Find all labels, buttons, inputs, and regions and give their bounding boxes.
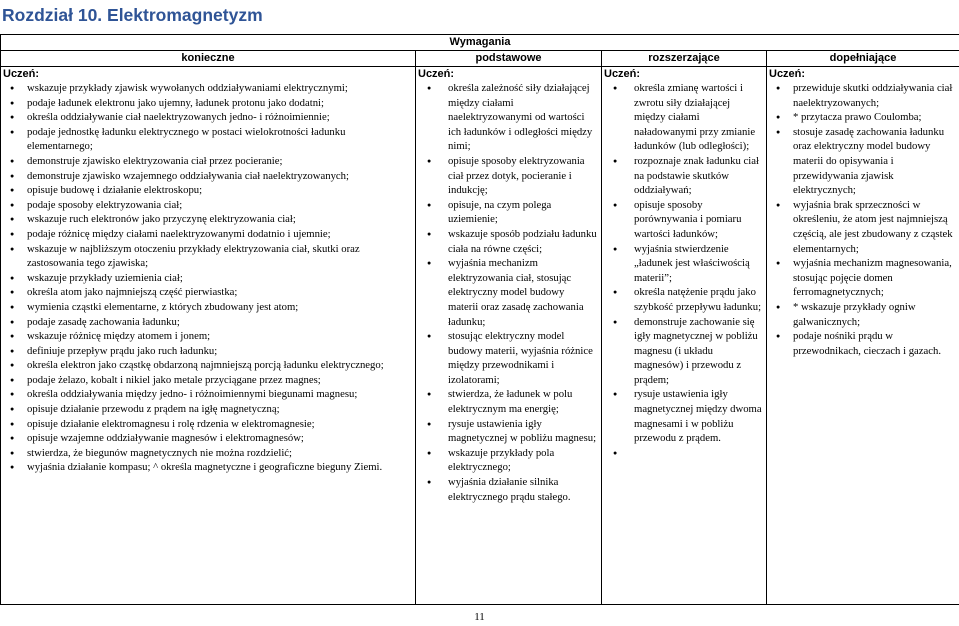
student-label: Uczeń: — [769, 68, 806, 80]
requirements-table — [0, 34, 959, 605]
column-rozszerzajace — [602, 67, 767, 605]
list-item: ● podaje różnicę między ciałami naelektryzowanymi dodatnio i ujemnie; — [1, 227, 415, 242]
list-item: ● stosuje zasadę zachowania ładunku oraz elektryczny model budowy materii do opisywania i przewidywania zjawisk elektrycznych; — [767, 125, 959, 198]
student-label: Uczeń: — [3, 68, 40, 80]
list-item: ● określa elektron jako cząstkę obdarzoną najmniejszą porcją ładunku elektrycznego; — [1, 358, 415, 373]
column-dopelniajace — [767, 67, 959, 605]
list-item: ● podaje zasadę zachowania ładunku; — [1, 315, 415, 330]
requirements-list — [767, 81, 959, 358]
list-item: ● wskazuje przykłady zjawisk wywołanych oddziaływaniami elektrycznymi; — [1, 81, 415, 96]
list-item: ● opisuje sposoby porównywania i pomiaru wartości ładunków; — [602, 198, 766, 242]
list-item: ● definiuje przepływ prądu jako ruch ładunku; — [1, 344, 415, 359]
list-item: ● wyjaśnia działanie kompasu; ^ określa magnetyczne i geograficzne bieguny Ziemi. — [1, 460, 415, 475]
list-item: ● podaje jednostkę ładunku elektrycznego w postaci wielokrotności ładunku elementarnego; — [1, 125, 415, 154]
list-item: ● * wskazuje przykłady ogniw galwanicznych; — [767, 300, 959, 329]
list-item: ● stwierdza, że biegunów magnetycznych nie można rozdzielić; — [1, 446, 415, 461]
level-dopelniajace: dopełniające — [767, 51, 959, 67]
list-item: ● rysuje ustawienia igły magnetycznej w pobliżu magnesu; — [416, 417, 601, 446]
list-item: ● rysuje ustawienia igły magnetycznej między dwoma magnesami i w pobliżu przewodu z prądem. — [602, 387, 766, 445]
list-item: ● określa oddziaływanie ciał naelektryzowanych jedno- i różnoimiennie; — [1, 110, 415, 125]
list-item: ● opisuje, na czym polega uziemienie; — [416, 198, 601, 227]
requirements-header: Wymagania — [1, 35, 959, 51]
list-item: ● podaje sposoby elektryzowania ciał; — [1, 198, 415, 213]
list-item: ● wyjaśnia działanie silnika elektrycznego prądu stałego. — [416, 475, 601, 504]
list-item: ● wymienia cząstki elementarne, z których zbudowany jest atom; — [1, 300, 415, 315]
list-item: ● wskazuje przykłady uziemienia ciał; — [1, 271, 415, 286]
list-item: ● rozpoznaje znak ładunku ciał na podstawie skutków oddziaływań; — [602, 154, 766, 198]
list-item: ● opisuje działanie przewodu z prądem na igłę magnetyczną; — [1, 402, 415, 417]
list-item: ● wyjaśnia mechanizm magnesowania, stosując pojęcie domen ferromagnetycznych; — [767, 256, 959, 300]
list-item: ● wskazuje różnicę między atomem i jonem; — [1, 329, 415, 344]
list-item: ● przewiduje skutki oddziaływania ciał naelektryzowanych; — [767, 81, 959, 110]
list-item: ● wskazuje przykłady pola elektrycznego; — [416, 446, 601, 475]
list-item: ● demonstruje zachowanie się igły magnetycznej w pobliżu magnesu (i układu magnesów) i przewodu z prądem; — [602, 315, 766, 388]
chapter-title: Rozdział 10. Elektromagnetyzm — [2, 5, 263, 25]
list-item: ● opisuje wzajemne oddziaływanie magnesów i elektromagnesów; — [1, 431, 415, 446]
list-item: ● opisuje działanie elektromagnesu i rolę rdzenia w elektromagnesie; — [1, 417, 415, 432]
column-konieczne — [1, 67, 416, 605]
list-item: ● demonstruje zjawisko elektryzowania ciał przez pocieranie; — [1, 154, 415, 169]
list-item: ● stosując elektryczny model budowy materii, wyjaśnia różnice między przewodnikami i izolatorami; — [416, 329, 601, 387]
list-item: ● podaje nośniki prądu w przewodnikach, cieczach i gazach. — [767, 329, 959, 358]
page-number: 11 — [474, 611, 485, 623]
list-item: ● określa atom jako najmniejszą część pierwiastka; — [1, 285, 415, 300]
list-item: ● określa oddziaływania między jedno- i różnoimiennymi biegunami magnesu; — [1, 387, 415, 402]
student-label: Uczeń: — [418, 68, 455, 80]
list-item: ● wskazuje ruch elektronów jako przyczynę elektryzowania ciał; — [1, 212, 415, 227]
list-item: ● określa natężenie prądu jako szybkość przepływu ładunku; — [602, 285, 766, 314]
list-item: ● * przytacza prawo Coulomba; — [767, 110, 959, 125]
requirements-list — [416, 81, 601, 504]
list-item: ● wyjaśnia mechanizm elektryzowania ciał, stosując elektryczny model budowy materii oraz zasadę zachowania ładunku; — [416, 256, 601, 329]
column-podstawowe — [416, 67, 602, 605]
list-item: ● podaje żelazo, kobalt i nikiel jako metale przyciągane przez magnes; — [1, 373, 415, 388]
list-item: ● określa zmianę wartości i zwrotu siły działającej między ciałami naładowanymi przy zmianie ładunków (lub odległości); — [602, 81, 766, 154]
list-item: ● opisuje sposoby elektryzowania ciał przez dotyk, pocieranie i indukcję; — [416, 154, 601, 198]
list-item: ● opisuje budowę i działanie elektroskopu; — [1, 183, 415, 198]
level-rozszerzajace: rozszerzające — [602, 51, 767, 67]
student-label: Uczeń: — [604, 68, 641, 80]
level-konieczne: konieczne — [1, 51, 416, 67]
list-item: ● określa zależność siły działającej między ciałami naelektryzowanymi od wartości ich ładunków i odległości między nimi; — [416, 81, 601, 154]
requirements-list — [602, 81, 766, 446]
list-item: ● wskazuje w najbliższym otoczeniu przykłady elektryzowania ciał, skutki oraz zastosowania tego zjawiska; — [1, 242, 415, 271]
list-item: ● wyjaśnia stwierdzenie „ładunek jest właściwością materii”; — [602, 242, 766, 286]
level-podstawowe: podstawowe — [416, 51, 602, 67]
list-item: ● demonstruje zjawisko wzajemnego oddziaływania ciał naelektryzowanych; — [1, 169, 415, 184]
list-item: ● stwierdza, że ładunek w polu elektrycznym ma energię; — [416, 387, 601, 416]
requirements-list — [1, 81, 415, 475]
list-item: ● wyjaśnia brak sprzeczności w określeniu, że atom jest najmniejszą częścią, ale jest zbudowany z cząstek elementarnych; — [767, 198, 959, 256]
list-item: ● podaje ładunek elektronu jako ujemny, ładunek protonu jako dodatni; — [1, 96, 415, 111]
list-item: ● wskazuje sposób podziału ładunku ciała na równe części; — [416, 227, 601, 256]
